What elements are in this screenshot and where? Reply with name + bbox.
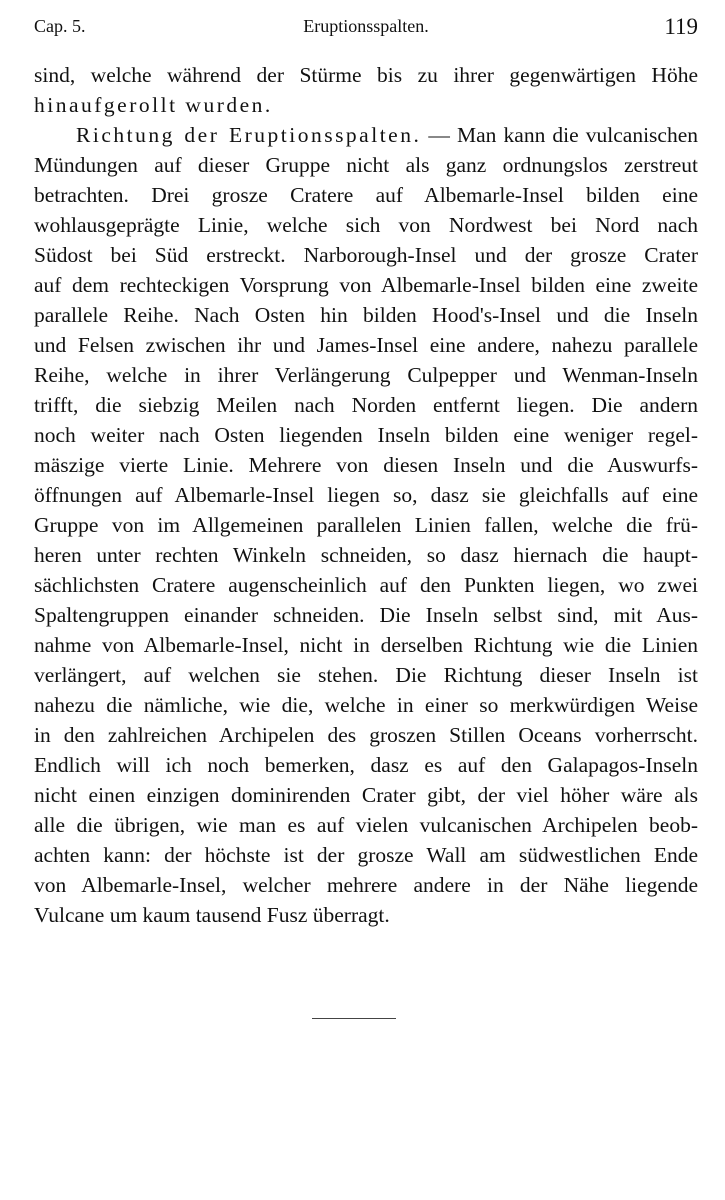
text-line: Südost bei Süd erstreckt. Narborough-Insel und der grosze Crater	[34, 243, 698, 267]
text-line: in den zahlreichen Archipelen des groszen Stillen Oceans vorherrscht.	[34, 723, 698, 747]
running-head	[34, 14, 698, 44]
text-line: wohlausgeprägte Linie, welche sich von Nordwest bei Nord nach	[34, 213, 698, 237]
text-line: betrachten. Drei grosze Cratere auf Albemarle-Insel bilden eine	[34, 183, 698, 207]
text-line: mäszige vierte Linie. Mehrere von diesen Inseln und die Auswurfs-	[34, 453, 698, 477]
text-line: parallele Reihe. Nach Osten hin bilden Hood's-Insel und die Inseln	[34, 303, 698, 327]
page-number: 119	[664, 14, 698, 39]
text-line: noch weiter nach Osten liegenden Inseln bilden eine weniger regel-	[34, 423, 698, 447]
text-line: heren unter rechten Winkeln schneiden, so dasz hiernach die haupt-	[34, 543, 698, 567]
text-line: Endlich will ich noch bemerken, dasz es auf den Galapagos-Inseln	[34, 753, 698, 777]
text-line: nahme von Albemarle-Insel, nicht in derselben Richtung wie die Linien	[34, 633, 698, 657]
text-line-continuation: — Man kann die vulcanischen	[421, 123, 698, 147]
text-line: nahezu die nämliche, wie die, welche in einer so merkwürdigen Weise	[34, 693, 698, 717]
text-line: Spaltengruppen einander schneiden. Die Inseln selbst sind, mit Aus-	[34, 603, 698, 627]
text-line: alle die übrigen, wie man es auf vielen vulcanischen Archipelen beob-	[34, 813, 698, 837]
text-line: öffnungen auf Albemarle-Insel liegen so, dasz sie gleichfalls auf eine	[34, 483, 698, 507]
text-line: sind, welche während der Stürme bis zu ihrer gegenwärtigen Höhe	[34, 63, 698, 87]
text-line: sächlichsten Cratere augenscheinlich auf den Punkten liegen, wo zwei	[34, 573, 698, 597]
section-heading: Richtung der Eruptionsspalten.	[76, 123, 422, 147]
text-line: verlängert, auf welchen sie stehen. Die Richtung dieser Inseln ist	[34, 663, 698, 687]
text-line: trifft, die siebzig Meilen nach Norden entfernt liegen. Die andern	[34, 393, 698, 417]
text-line: Reihe, welche in ihrer Verlängerung Culpepper und Wenman-Inseln	[34, 363, 698, 387]
text-line: Vulcane um kaum tausend Fusz überragt.	[34, 903, 390, 927]
text-line: hinaufgerollt wurden.	[34, 93, 273, 117]
text-line: Gruppe von im Allgemeinen parallelen Linien fallen, welche die frü-	[34, 513, 698, 537]
section-heading-line	[34, 120, 698, 150]
text-line: achten kann: der höchste ist der grosze Wall am südwestlichen Ende	[34, 843, 698, 867]
chapter-label: Cap. 5.	[34, 16, 86, 36]
text-line: auf dem rechteckigen Vorsprung von Albemarle-Insel bilden eine zweite	[34, 273, 698, 297]
closing-rule	[312, 1018, 396, 1019]
text-line: Mündungen auf dieser Gruppe nicht als ganz ordnungslos zerstreut	[34, 153, 698, 177]
running-title: Eruptionsspalten.	[303, 16, 429, 36]
text-line: von Albemarle-Insel, welcher mehrere andere in der Nähe liegende	[34, 873, 698, 897]
body-text	[34, 60, 698, 930]
text-line: und Felsen zwischen ihr und James-Insel eine andere, nahezu parallele	[34, 333, 698, 357]
text-line: nicht einen einzigen dominirenden Crater gibt, der viel höher wäre als	[34, 783, 698, 807]
